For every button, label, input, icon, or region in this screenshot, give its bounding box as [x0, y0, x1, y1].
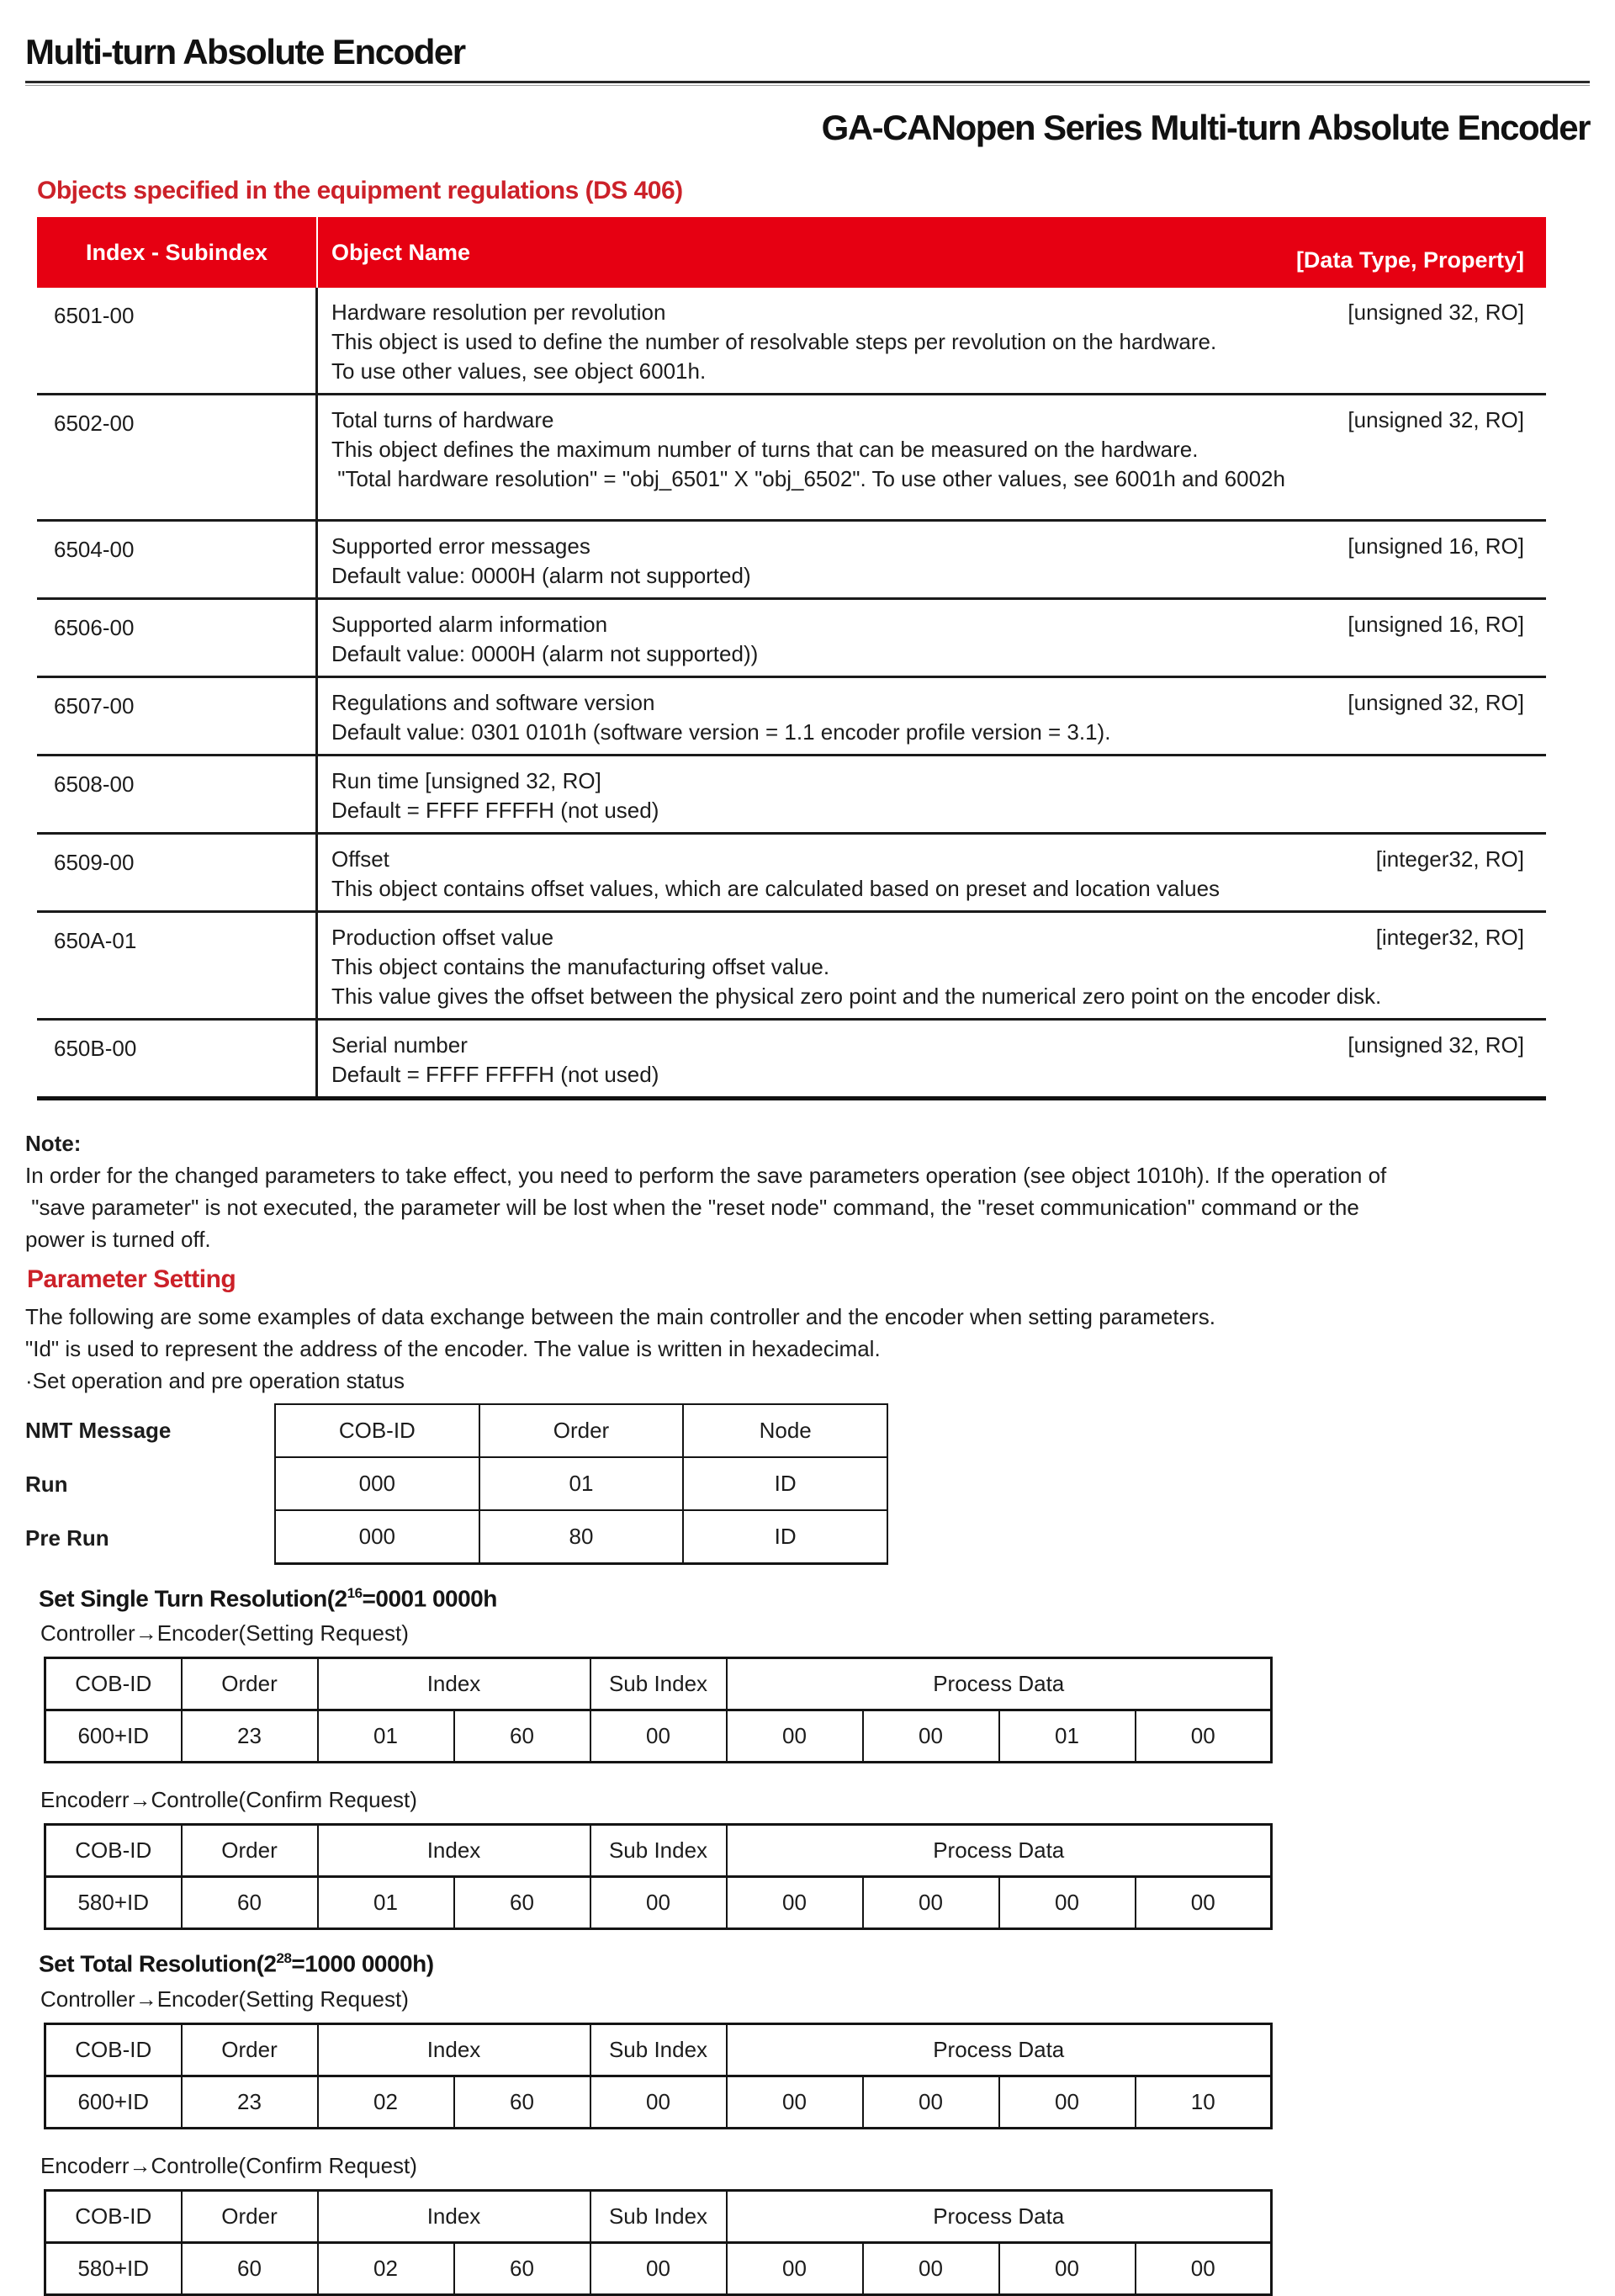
can-cell: 60: [454, 1710, 590, 1763]
object-desc-line: "Total hardware resolution" = "obj_6501" X "obj_6502". To use other values, see 6001h and 6002h: [331, 466, 1285, 492]
heading-text: Set Total Resolution(2: [39, 1950, 277, 1977]
can-col-index: Index: [318, 1825, 590, 1877]
can-cell: 00: [999, 2242, 1136, 2294]
object-desc-line: This object contains the manufacturing offset value.: [331, 954, 830, 980]
note-line: power is turned off.: [25, 1227, 211, 1253]
nmt-message-block: [25, 1403, 1590, 1565]
can-cell: 01: [999, 1710, 1136, 1763]
table-row: [37, 835, 1546, 913]
objects-table: [37, 217, 1546, 1100]
can-data-row: [45, 2076, 1272, 2128]
nmt-cell: 000: [275, 1457, 479, 1510]
object-desc-line: Default = FFFF FFFFH (not used): [331, 1062, 659, 1088]
can-col-order: Order: [182, 2023, 318, 2076]
can-cell: 60: [454, 2076, 590, 2128]
data-type-property-label: [Data Type, Property]: [1295, 247, 1524, 273]
can-col-process-data: Process Data: [727, 1825, 1272, 1877]
object-index: 6508-00: [37, 756, 318, 832]
intro-line: "Id" is used to represent the address of the encoder. The value is written in hexadecimal.: [25, 1336, 881, 1362]
object-name: Regulations and software version: [331, 690, 655, 716]
object-index: 6504-00: [37, 522, 318, 597]
table-row: [37, 395, 1546, 522]
table-row: [37, 600, 1546, 678]
object-description: [318, 1021, 1546, 1096]
nmt-cell: 01: [479, 1457, 684, 1510]
nmt-header-row: [275, 1404, 887, 1457]
note-label: Note:: [25, 1131, 82, 1157]
object-name-label: Object Name: [331, 239, 471, 265]
can-cell: 00: [727, 2242, 863, 2294]
heading-text: =0001 0000h: [362, 1585, 497, 1612]
can-cell: 23: [182, 2076, 318, 2128]
table-row: [37, 756, 1546, 835]
can-cell: 580+ID: [45, 1877, 182, 1929]
can-header-row: [45, 2190, 1272, 2242]
can-cell: 600+ID: [45, 1710, 182, 1763]
object-name: Supported alarm information: [331, 612, 608, 638]
can-cell: 600+ID: [45, 2076, 182, 2128]
can-col-process-data: Process Data: [727, 2190, 1272, 2242]
object-name: Run time [unsigned 32, RO]: [331, 768, 601, 794]
can-cell: 02: [318, 2242, 454, 2294]
objects-table-header: [37, 217, 1546, 288]
can-cell: 00: [999, 2076, 1136, 2128]
nmt-cell: 80: [479, 1510, 684, 1563]
can-cell: 00: [1136, 1877, 1272, 1929]
note-line: In order for the changed parameters to take effect, you need to perform the save parameters operation (see object 1010h). If the operation of: [25, 1163, 1387, 1189]
object-description: [318, 756, 1546, 832]
table-row: [37, 288, 1546, 395]
can-header-row: [45, 1825, 1272, 1877]
object-desc-line: This object contains offset values, which are calculated based on preset and location values: [331, 876, 1221, 902]
object-name: Offset: [331, 846, 389, 872]
can-cell: 00: [727, 2076, 863, 2128]
single-turn-setting-table: [44, 1657, 1273, 1763]
object-desc-line: Default value: 0000H (alarm not supported)): [331, 641, 759, 667]
object-type: [integer32, RO]: [1375, 846, 1524, 872]
heading-text: Set Single Turn Resolution(2: [39, 1585, 347, 1612]
object-type: [unsigned 32, RO]: [1348, 300, 1524, 326]
can-col-sub-index: Sub Index: [590, 2190, 727, 2242]
parameter-setting-intro: [25, 1301, 1590, 1397]
object-desc-line: To use other values, see object 6001h.: [331, 358, 707, 384]
nmt-row-labels: [25, 1403, 274, 1565]
can-col-index: Index: [318, 2023, 590, 2076]
object-index: 650A-01: [37, 913, 318, 1018]
object-type: [unsigned 32, RO]: [1348, 407, 1524, 433]
pre-run-label: Pre Run: [25, 1524, 109, 1551]
object-type: [unsigned 16, RO]: [1348, 533, 1524, 559]
can-cell: 00: [590, 2242, 727, 2294]
objects-section-heading: Objects specified in the equipment regulations (DS 406): [37, 177, 683, 205]
can-header-row: [45, 1658, 1272, 1710]
encoder-to-controller-label: Encoderr→Controlle(Confirm Request): [40, 1787, 417, 1813]
can-cell: 60: [454, 1877, 590, 1929]
can-cell: 02: [318, 2076, 454, 2128]
nmt-cell: ID: [683, 1510, 887, 1563]
single-turn-resolution-heading: [39, 1585, 1590, 1612]
heading-superscript: 16: [347, 1585, 363, 1602]
object-description: [318, 288, 1546, 393]
can-col-order: Order: [182, 1658, 318, 1710]
nmt-col-cob-id: COB-ID: [275, 1404, 479, 1457]
total-resolution-setting-table: [44, 2023, 1273, 2129]
object-index: 6506-00: [37, 600, 318, 676]
can-col-order: Order: [182, 2190, 318, 2242]
object-name: Hardware resolution per revolution: [331, 300, 666, 326]
table-row: [37, 913, 1546, 1021]
nmt-pre-run-row: [275, 1510, 887, 1563]
object-type: [unsigned 16, RO]: [1348, 612, 1524, 638]
can-cell: 60: [182, 1877, 318, 1929]
object-desc-line: This object defines the maximum number of turns that can be measured on the hardware.: [331, 437, 1199, 463]
col-header-object-name: [318, 217, 1546, 288]
can-cell: 00: [727, 1877, 863, 1929]
parameter-setting-heading: Parameter Setting: [27, 1265, 236, 1294]
object-description: [318, 913, 1546, 1018]
can-cell: 00: [863, 1710, 999, 1763]
can-cell: 00: [863, 1877, 999, 1929]
series-subtitle: GA-CANopen Series Multi-turn Absolute Encoder: [821, 108, 1590, 148]
col-header-index-subindex: Index - Subindex: [37, 217, 318, 288]
object-index: 6509-00: [37, 835, 318, 910]
object-description: [318, 600, 1546, 676]
object-name: Total turns of hardware: [331, 407, 554, 433]
nmt-col-node: Node: [683, 1404, 887, 1457]
can-data-row: [45, 1877, 1272, 1929]
can-cell: 00: [590, 1877, 727, 1929]
can-cell: 23: [182, 1710, 318, 1763]
intro-line: The following are some examples of data exchange between the main controller and the encoder when setting parameters.: [25, 1304, 1215, 1330]
object-description: [318, 678, 1546, 754]
object-desc-line: This value gives the offset between the physical zero point and the numerical zero point on the encoder disk.: [331, 984, 1382, 1010]
note-line: "save parameter" is not executed, the parameter will be lost when the "reset node" command, the "reset communication" command or the: [25, 1195, 1359, 1221]
can-data-row: [45, 1710, 1272, 1763]
nmt-run-row: [275, 1457, 887, 1510]
can-cell: 01: [318, 1877, 454, 1929]
note-section: [25, 1127, 1590, 1255]
object-index: 6501-00: [37, 288, 318, 393]
object-desc-line: Default = FFFF FFFFH (not used): [331, 798, 659, 824]
object-type: [unsigned 32, RO]: [1348, 690, 1524, 716]
can-cell: 00: [590, 1710, 727, 1763]
object-type: [unsigned 32, RO]: [1348, 1032, 1524, 1058]
can-cell: 00: [1136, 2242, 1272, 2294]
object-description: [318, 395, 1546, 519]
can-cell: 00: [863, 2242, 999, 2294]
encoder-to-controller-label: Encoderr→Controlle(Confirm Request): [40, 2152, 417, 2178]
nmt-cell: ID: [683, 1457, 887, 1510]
total-resolution-heading: [39, 1950, 1590, 1977]
nmt-message-label: NMT Message: [25, 1417, 172, 1443]
object-description: [318, 835, 1546, 910]
can-cell: 00: [590, 2076, 727, 2128]
object-index: 650B-00: [37, 1021, 318, 1096]
can-header-row: [45, 2023, 1272, 2076]
object-index: 6507-00: [37, 678, 318, 754]
can-col-index: Index: [318, 1658, 590, 1710]
can-col-sub-index: Sub Index: [590, 1658, 727, 1710]
controller-to-encoder-label: Controller→Encoder(Setting Request): [40, 1986, 409, 2012]
object-name: Supported error messages: [331, 533, 590, 559]
can-cell: 10: [1136, 2076, 1272, 2128]
object-desc-line: Default value: 0000H (alarm not supported): [331, 563, 751, 589]
heading-text: =1000 0000h): [291, 1950, 434, 1977]
intro-line: ·Set operation and pre operation status: [25, 1368, 405, 1394]
can-cell: 00: [1136, 1710, 1272, 1763]
nmt-table: [274, 1403, 888, 1565]
can-cell: 00: [999, 1877, 1136, 1929]
can-cell: 00: [727, 1710, 863, 1763]
can-col-cob-id: COB-ID: [45, 1825, 182, 1877]
object-type: [integer32, RO]: [1375, 925, 1524, 951]
page-title: Multi-turn Absolute Encoder: [25, 32, 465, 72]
controller-to-encoder-label: Controller→Encoder(Setting Request): [40, 1620, 409, 1646]
can-cell: 580+ID: [45, 2242, 182, 2294]
can-data-row: [45, 2242, 1272, 2294]
can-cell: 01: [318, 1710, 454, 1763]
title-divider: [25, 81, 1590, 86]
can-col-cob-id: COB-ID: [45, 2190, 182, 2242]
object-desc-line: Default value: 0301 0101h (software version = 1.1 encoder profile version = 3.1).: [331, 719, 1111, 745]
object-name: Production offset value: [331, 925, 554, 951]
nmt-cell: 000: [275, 1510, 479, 1563]
heading-superscript: 28: [276, 1950, 292, 1967]
can-col-process-data: Process Data: [727, 1658, 1272, 1710]
run-label: Run: [25, 1471, 68, 1497]
object-desc-line: This object is used to define the number of resolvable steps per revolution on the hardware.: [331, 329, 1217, 355]
can-cell: 00: [863, 2076, 999, 2128]
single-turn-confirm-table: [44, 1823, 1273, 1930]
can-cell: 60: [182, 2242, 318, 2294]
can-col-sub-index: Sub Index: [590, 2023, 727, 2076]
table-row: [37, 678, 1546, 756]
object-index: 6502-00: [37, 395, 318, 519]
object-name: Serial number: [331, 1032, 468, 1058]
can-col-index: Index: [318, 2190, 590, 2242]
object-description: [318, 522, 1546, 597]
can-col-order: Order: [182, 1825, 318, 1877]
can-col-cob-id: COB-ID: [45, 2023, 182, 2076]
can-col-cob-id: COB-ID: [45, 1658, 182, 1710]
nmt-col-order: Order: [479, 1404, 684, 1457]
total-resolution-confirm-table: [44, 2189, 1273, 2296]
table-row: [37, 522, 1546, 600]
can-col-process-data: Process Data: [727, 2023, 1272, 2076]
can-col-sub-index: Sub Index: [590, 1825, 727, 1877]
can-cell: 60: [454, 2242, 590, 2294]
table-row: [37, 1021, 1546, 1100]
